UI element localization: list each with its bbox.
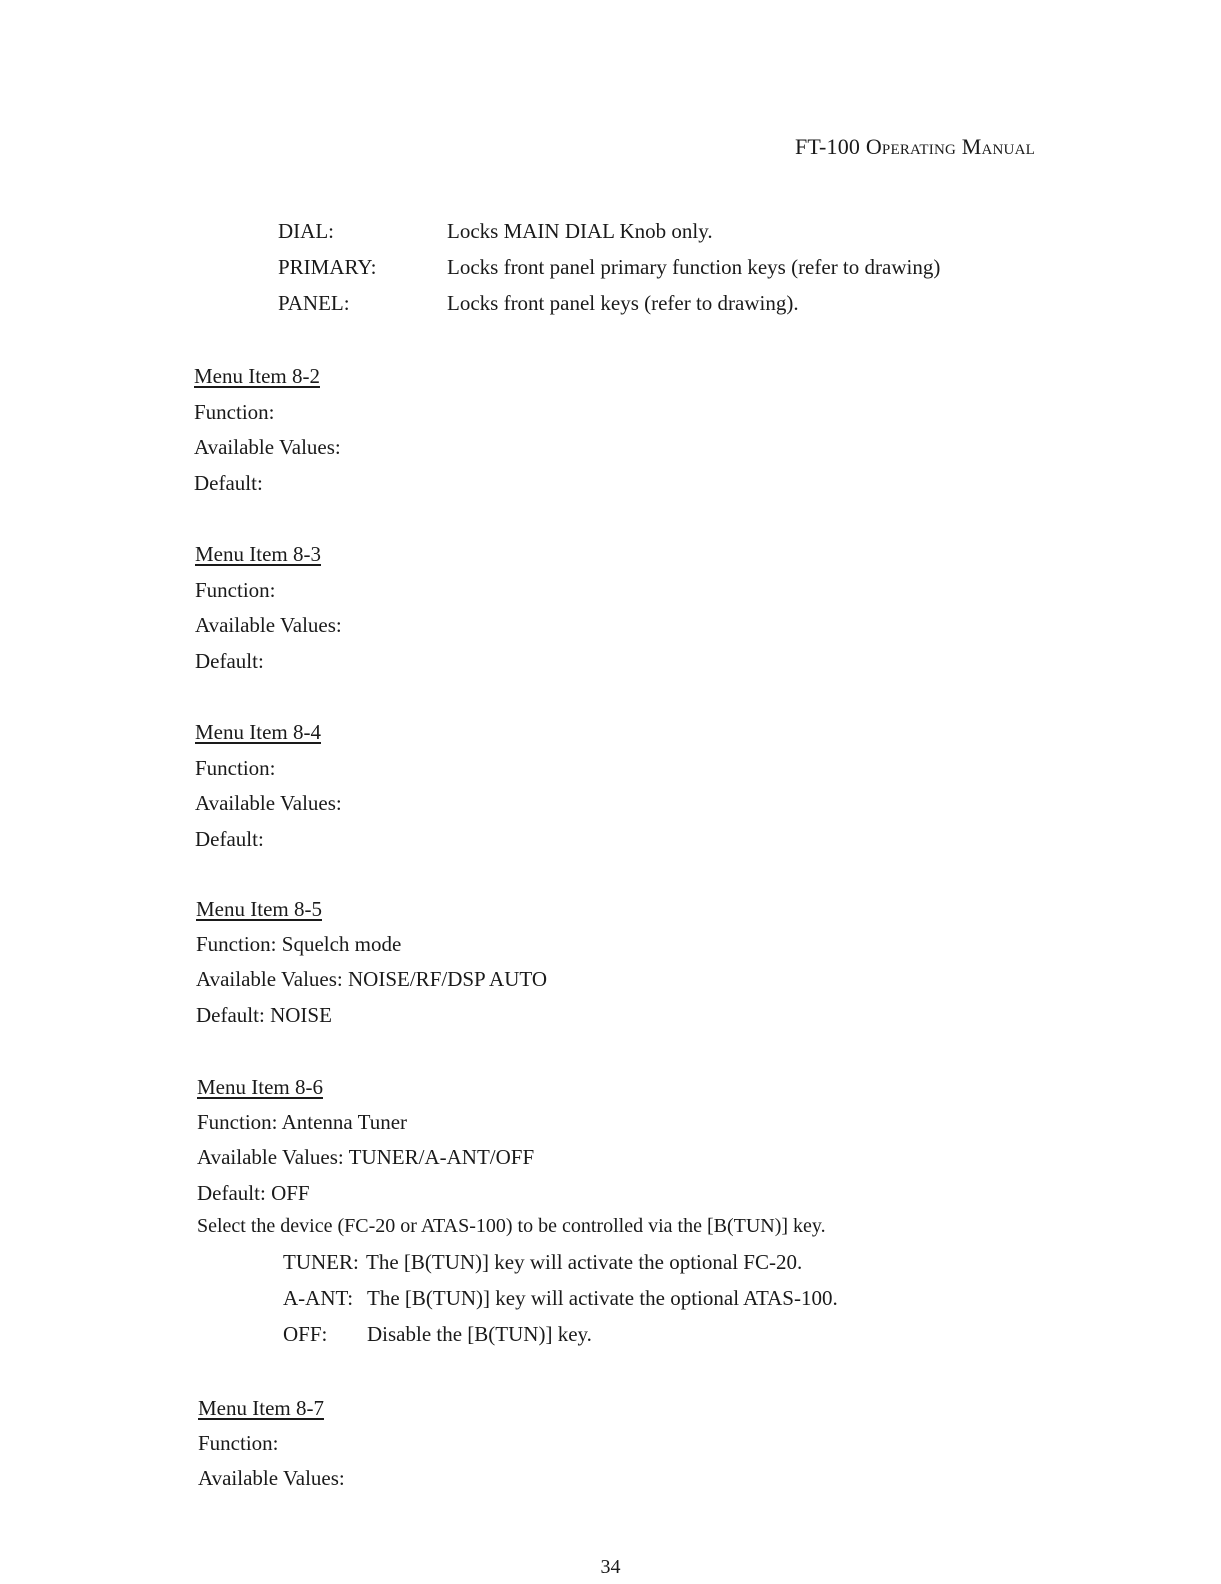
- tuner-option-name: OFF:: [283, 1322, 328, 1346]
- values-label: Available Values:: [198, 1466, 345, 1490]
- values-label: Available Values:: [195, 791, 342, 815]
- function-row: [196, 934, 401, 955]
- function-value: Antenna Tuner: [281, 1110, 408, 1134]
- tuner-option-desc: Disable the [B(TUN)] key.: [367, 1322, 592, 1346]
- tuner-option-name: TUNER:: [283, 1250, 359, 1274]
- function-label: Function:: [198, 1431, 279, 1455]
- default-row: [195, 651, 264, 672]
- menu-item-title: Menu Item 8-7: [198, 1396, 324, 1420]
- menu-item-title: Menu Item 8-5: [196, 897, 322, 921]
- menu-item-title: Menu Item 8-4: [195, 720, 321, 744]
- default-label: Default:: [197, 1181, 266, 1205]
- tuner-option-name: A-ANT:: [283, 1286, 354, 1310]
- function-row: [195, 580, 276, 601]
- menu-item-title: Menu Item 8-3: [195, 542, 321, 566]
- values-label: Available Values:: [196, 967, 343, 991]
- values-row: [196, 969, 547, 990]
- function-row: [194, 402, 275, 423]
- tuner-option-desc: The [B(TUN)] key will activate the optional FC-20.: [366, 1250, 803, 1274]
- function-label: Function:: [197, 1110, 278, 1134]
- menu-note: Select the device (FC-20 or ATAS-100) to be controlled via the [B(TUN)] key.: [197, 1215, 826, 1237]
- default-label: Default:: [195, 649, 264, 673]
- lock-option-name: PANEL:: [278, 291, 350, 315]
- menu-item-title: Menu Item 8-6: [197, 1075, 323, 1099]
- lock-option-name: PRIMARY:: [278, 255, 377, 279]
- values-row: [198, 1468, 345, 1489]
- values-value: NOISE/RF/DSP AUTO: [348, 967, 547, 991]
- default-label: Default:: [196, 1003, 265, 1027]
- function-row: [195, 758, 276, 779]
- header-title: Operating Manual: [865, 134, 1035, 159]
- default-value: OFF: [271, 1181, 310, 1205]
- values-row: [194, 437, 341, 458]
- values-value: TUNER/A-ANT/OFF: [348, 1145, 535, 1169]
- values-row: [195, 793, 342, 814]
- default-row: [195, 829, 264, 850]
- default-row: [196, 1005, 332, 1026]
- values-row: [197, 1147, 534, 1168]
- page-header: [795, 134, 1035, 160]
- default-row: [194, 473, 263, 494]
- default-label: Default:: [195, 827, 264, 851]
- menu-item-title: Menu Item 8-2: [194, 364, 320, 388]
- tuner-option-desc: The [B(TUN)] key will activate the optional ATAS-100.: [367, 1286, 838, 1310]
- lock-option-desc: Locks MAIN DIAL Knob only.: [447, 219, 713, 243]
- values-label: Available Values:: [197, 1145, 344, 1169]
- lock-option-desc: Locks front panel primary function keys (refer to drawing): [447, 255, 941, 279]
- function-value: Squelch mode: [281, 932, 402, 956]
- lock-option-desc: Locks front panel keys (refer to drawing).: [447, 291, 799, 315]
- function-row: [197, 1112, 407, 1133]
- function-label: Function:: [194, 400, 275, 424]
- page-number: 34: [600, 1556, 621, 1578]
- function-label: Function:: [196, 932, 277, 956]
- function-label: Function:: [195, 578, 276, 602]
- values-row: [195, 615, 342, 636]
- function-row: [198, 1433, 279, 1454]
- default-row: [197, 1183, 310, 1204]
- lock-option-name: DIAL:: [278, 219, 334, 243]
- values-label: Available Values:: [195, 613, 342, 637]
- default-label: Default:: [194, 471, 263, 495]
- values-label: Available Values:: [194, 435, 341, 459]
- default-value: NOISE: [270, 1003, 332, 1027]
- header-model: FT-100: [794, 134, 861, 159]
- function-label: Function:: [195, 756, 276, 780]
